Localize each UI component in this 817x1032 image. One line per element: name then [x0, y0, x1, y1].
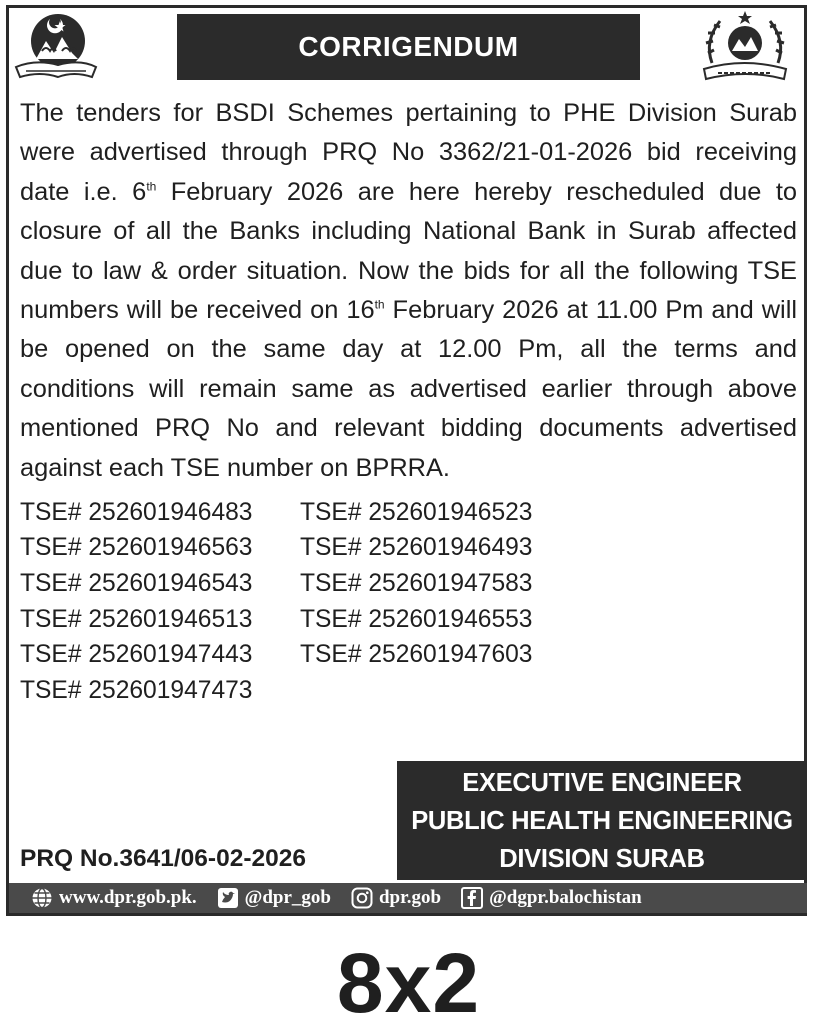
body-text-part1: The tenders for BSDI Schemes pertaining to PHE Division Surab were advertised through PRQ No 3362/21-01-2026 bid receiving date i.e. 6 — [20, 99, 797, 206]
twitter-handle: @dpr_gob — [244, 887, 331, 908]
facebook-link[interactable] — [461, 887, 642, 909]
tse-number: TSE# 252601946513 — [20, 605, 253, 633]
twitter-icon — [217, 887, 239, 909]
signature-line-2: PUBLIC HEALTH ENGINEERING — [411, 806, 793, 835]
tse-number: TSE# 252601947603 — [300, 641, 533, 669]
tse-number: TSE# 252601947443 — [20, 641, 253, 669]
balochistan-emblem-icon — [12, 7, 98, 89]
dgpr-logo-icon — [690, 7, 800, 89]
social-footer — [9, 883, 807, 913]
tse-number: TSE# 252601947583 — [300, 569, 533, 597]
tse-number: TSE# 252601946483 — [20, 498, 253, 526]
facebook-icon — [461, 887, 483, 909]
tse-number-list — [20, 495, 580, 709]
tse-number: TSE# 252601946563 — [20, 534, 253, 562]
facebook-handle: @dgpr.balochistan — [489, 887, 642, 908]
tse-row — [20, 495, 580, 531]
instagram-link[interactable] — [351, 887, 441, 909]
signature-line-3: DIVISION SURAB — [499, 844, 705, 873]
signature-line-1: EXECUTIVE ENGINEER — [462, 768, 742, 797]
tse-number: TSE# 252601946543 — [20, 569, 253, 597]
tse-number: TSE# 252601946553 — [300, 605, 533, 633]
tse-row — [20, 602, 580, 638]
ordinal-suffix: th — [146, 179, 157, 194]
ad-size-label: 8x2 — [336, 936, 481, 1030]
instagram-icon — [351, 887, 373, 909]
tse-number: TSE# 252601946523 — [300, 498, 533, 526]
globe-icon — [31, 887, 53, 909]
prq-reference: PRQ No.3641/06-02-2026 — [20, 845, 306, 872]
twitter-link[interactable] — [217, 887, 331, 909]
tse-row — [20, 637, 580, 673]
instagram-handle: dpr.gob — [378, 887, 442, 908]
body-text-part2: February 2026 are here hereby rescheduled due to closure of all the Banks including National Bank in Surab affected due to law & order situation. Now the bids for all the following TSE numbers will be received on 16 — [20, 177, 797, 325]
corrigendum-title: CORRIGENDUM — [177, 14, 640, 80]
website-text: www.dpr.gob.pk. — [59, 887, 197, 908]
tse-row — [20, 531, 580, 567]
body-text-part3: February 2026 at 11.00 Pm and will be opened on the same day at 12.00 Pm, all the terms and conditions will remain same as advertised earlier through above mentioned PRQ No and relevant bidding documents advertised against each TSE number on BPRRA. — [20, 296, 797, 482]
tse-number: TSE# 252601947473 — [20, 676, 253, 704]
tse-row — [20, 566, 580, 602]
ordinal-suffix: th — [374, 297, 385, 312]
tse-number: TSE# 252601946493 — [300, 534, 533, 562]
signature-block — [397, 761, 807, 880]
notice-body — [20, 94, 797, 488]
website-link[interactable] — [31, 887, 197, 909]
tse-row — [20, 673, 580, 709]
